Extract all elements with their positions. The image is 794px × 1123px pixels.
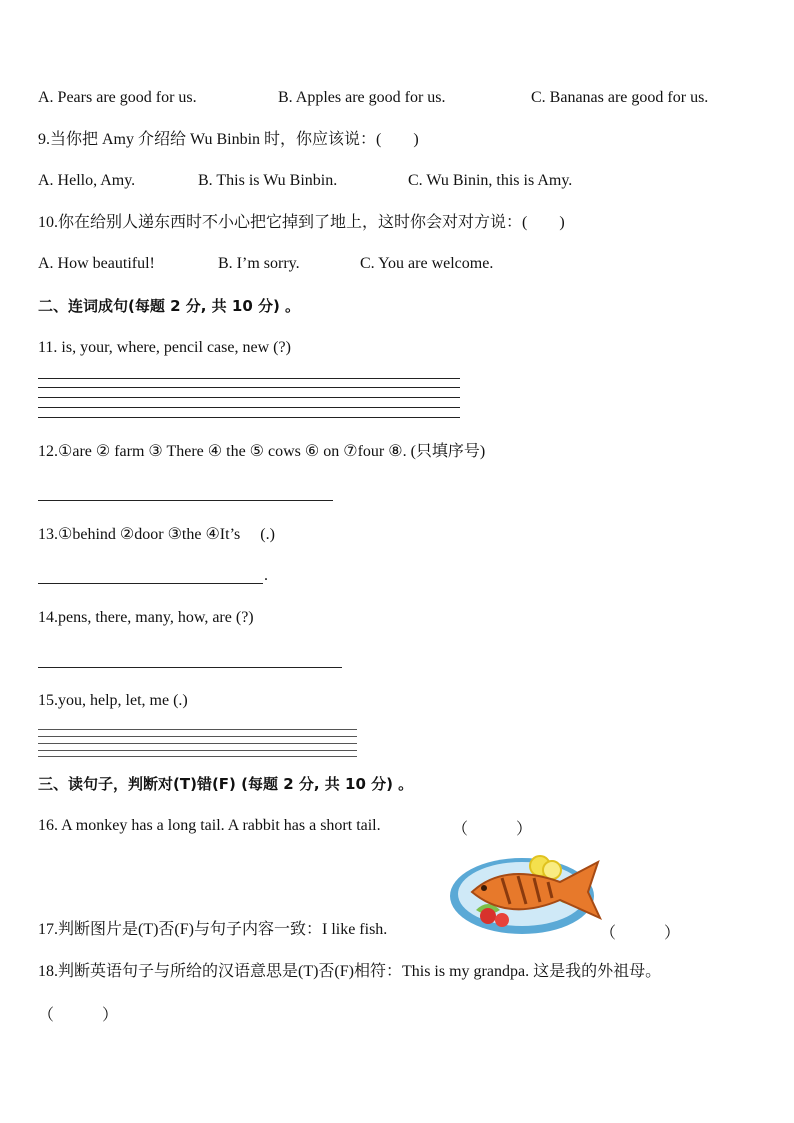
q18-stem: 18.判断英语句子与所给的汉语意思是(T)否(F)相符：This is my grandpa. 这是我的外祖母。 [38, 963, 662, 980]
q8-option-a: A. Pears are good for us. [38, 89, 197, 106]
q18-answer-paren[interactable]: （ ） [38, 1007, 119, 1024]
q15-answer-line-2[interactable] [38, 736, 357, 737]
q12-answer-line[interactable] [38, 500, 333, 501]
q10-option-b: B. I’m sorry. [218, 255, 300, 272]
q15-stem: 15.you, help, let, me (.) [38, 692, 188, 709]
q11-answer-line-2[interactable] [38, 387, 460, 388]
q9-stem: 9.当你把 Amy 介绍给 Wu Binbin 时，你应该说：( ) [38, 131, 419, 148]
q10-stem: 10.你在给别人递东西时不小心把它掉到了地上，这时你会对对方说：( ) [38, 214, 565, 231]
fish-plate-icon [448, 848, 608, 938]
q17-answer-paren[interactable]: （ ） [600, 925, 681, 942]
q13-answer-line[interactable] [38, 583, 263, 584]
q11-answer-line-1[interactable] [38, 378, 460, 379]
q8-option-c: C. Bananas are good for us. [531, 89, 709, 106]
q15-answer-line-4[interactable] [38, 750, 357, 751]
q11-answer-line-4[interactable] [38, 407, 460, 408]
section2-heading: 二、连词成句(每题 2 分, 共 10 分) 。 [38, 297, 301, 315]
q15-answer-line-3[interactable] [38, 743, 357, 744]
q14-stem: 14.pens, there, many, how, are (?) [38, 609, 254, 626]
q16-answer-paren[interactable]: （ ） [452, 821, 533, 838]
q10-option-a: A. How beautiful! [38, 255, 155, 272]
q13-end-period: . [264, 567, 268, 584]
q11-answer-line-3[interactable] [38, 397, 460, 398]
q8-option-b: B. Apples are good for us. [278, 89, 446, 106]
q17-stem: 17.判断图片是(T)否(F)与句子内容一致：I like fish. [38, 921, 388, 938]
q11-answer-line-5[interactable] [38, 417, 460, 418]
q11-stem: 11. is, your, where, pencil case, new (?) [38, 339, 291, 356]
q15-answer-line-5[interactable] [38, 756, 357, 757]
q16-stem: 16. A monkey has a long tail. A rabbit has a short tail. [38, 817, 381, 834]
q9-option-c: C. Wu Binin, this is Amy. [408, 172, 573, 189]
section3-heading: 三、读句子，判断对(T)错(F) (每题 2 分, 共 10 分) 。 [38, 775, 414, 793]
q12-stem: 12.①are ② farm ③ There ④ the ⑤ cows ⑥ on ⑦four ⑧. (只填序号) [38, 443, 486, 460]
q9-option-b: B. This is Wu Binbin. [198, 172, 338, 189]
q13-stem: 13.①behind ②door ③the ④It’s (.) [38, 526, 275, 543]
q10-option-c: C. You are welcome. [360, 255, 494, 272]
q15-answer-line-1[interactable] [38, 729, 357, 730]
q14-answer-line[interactable] [38, 667, 342, 668]
q9-option-a: A. Hello, Amy. [38, 172, 136, 189]
